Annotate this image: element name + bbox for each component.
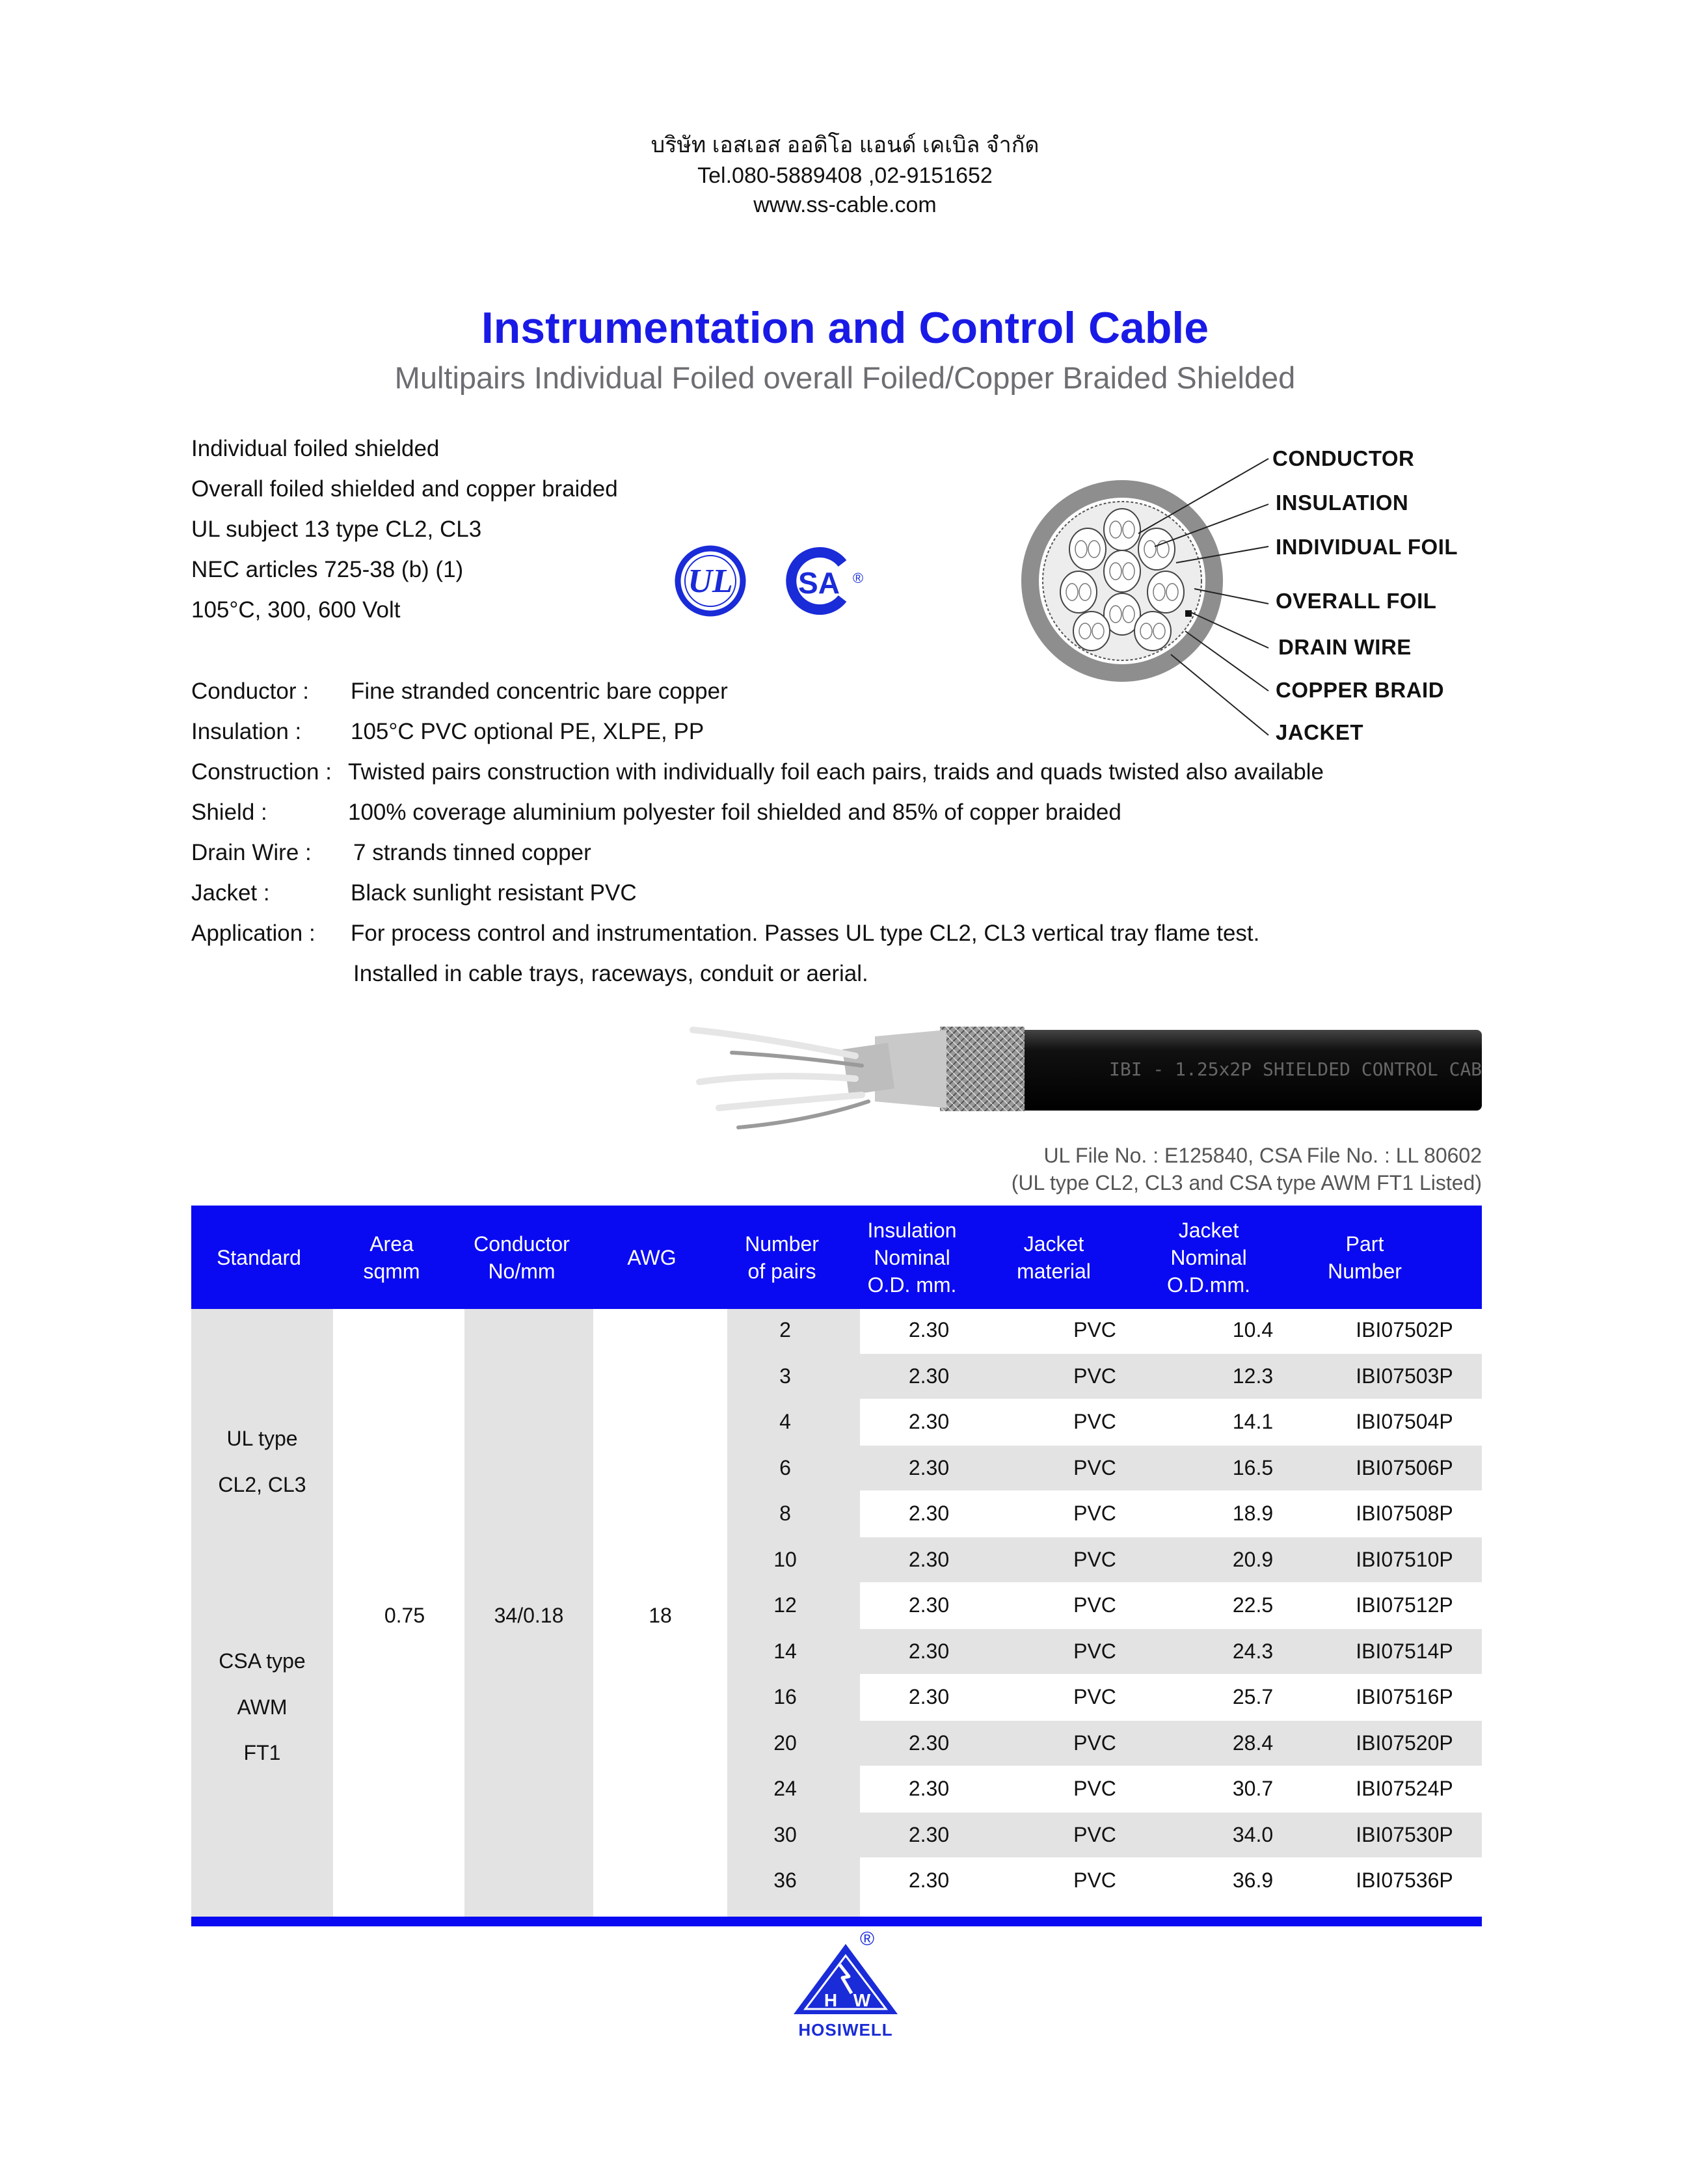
insulation-cell: 2.30 [908,1364,950,1388]
feature-item: NEC articles 725-38 (b) (1) [191,557,464,582]
spec-value: 7 strands tinned copper [353,840,591,865]
brand-registered-mark: ® [860,1928,875,1950]
insulation-cell: 2.30 [908,1410,950,1433]
diagram-label-jacket: JACKET [1276,720,1364,744]
spec-value: Twisted pairs construction with individually foil each pairs, traids and quads twisted also available [348,759,1324,785]
feature-item: UL subject 13 type CL2, CL3 [191,517,482,542]
svg-text:SA: SA [798,566,840,600]
pairs-cell: 36 [773,1868,797,1892]
part-number-cell: IBI07530P [1356,1823,1453,1846]
spec-value: Black sunlight resistant PVC [351,880,637,906]
pairs-cell: 12 [773,1593,797,1617]
spec-label: Application : [191,921,315,946]
pairs-cell: 2 [779,1318,791,1341]
jacket-material-cell: PVC [1073,1868,1116,1892]
standard-line: FT1 [243,1741,281,1764]
jacket-material-cell: PVC [1073,1823,1116,1846]
diagram-leader-lines [1015,449,1275,755]
brand-name: HOSIWELL [798,2020,893,2040]
insulation-cell: 2.30 [908,1685,950,1708]
jacket-od-cell: 12.3 [1232,1364,1274,1388]
standard-line: CSA type [219,1649,306,1673]
jacket-od-cell: 34.0 [1232,1823,1274,1846]
pairs-cell: 4 [779,1410,791,1433]
awg-value: 18 [649,1604,672,1627]
jacket-od-cell: 16.5 [1232,1456,1274,1479]
diagram-label-conductor: CONDUCTOR [1272,446,1415,470]
feature-item: Individual foiled shielded [191,436,440,461]
header-insulation: Insulation Nominal O.D. mm. [867,1218,957,1297]
pairs-cell: 14 [773,1639,797,1663]
svg-text:®: ® [852,570,864,586]
diagram-label-overall-foil: OVERALL FOIL [1276,589,1437,613]
jacket-material-cell: PVC [1073,1777,1116,1800]
diagram-label-copper-braid: COPPER BRAID [1276,678,1445,702]
jacket-material-cell: PVC [1073,1548,1116,1571]
diagram-label-drain-wire: DRAIN WIRE [1278,635,1412,659]
insulation-cell: 2.30 [908,1639,950,1663]
jacket-material-cell: PVC [1073,1502,1116,1525]
insulation-cell: 2.30 [908,1731,950,1755]
company-name: บริษัท เอสเอส ออดิโอ แอนด์ เคเบิล จำกัด [651,133,1039,157]
spec-value: Fine stranded concentric bare copper [351,679,728,704]
jacket-material-cell: PVC [1073,1731,1116,1755]
jacket-od-cell: 10.4 [1232,1318,1274,1341]
header-part-number: Part Number [1328,1232,1402,1283]
jacket-material-cell: PVC [1073,1456,1116,1479]
conductor-value: 34/0.18 [494,1604,564,1627]
area-value: 0.75 [384,1604,425,1627]
insulation-cell: 2.30 [908,1823,950,1846]
part-number-cell: IBI07524P [1356,1777,1453,1800]
csa-logo [783,545,867,617]
insulation-cell: 2.30 [908,1502,950,1525]
header-pairs: Number of pairs [745,1232,819,1283]
jacket-material-cell: PVC [1073,1593,1116,1617]
part-number-cell: IBI07503P [1356,1364,1453,1388]
diagram-label-individual-foil: INDIVIDUAL FOIL [1276,535,1458,559]
company-website[interactable]: www.ss-cable.com [753,193,937,217]
header-standard: Standard [217,1245,301,1269]
file-note-line2: (UL type CL2, CL3 and CSA type AWM FT1 Listed) [1011,1171,1482,1194]
standard-line: CL2, CL3 [218,1473,306,1496]
spec-label: Shield : [191,800,267,825]
standard-line: UL type [226,1427,298,1450]
part-number-cell: IBI07514P [1356,1639,1453,1663]
insulation-cell: 2.30 [908,1868,950,1892]
pairs-cell: 30 [773,1823,797,1846]
part-number-cell: IBI07502P [1356,1318,1453,1341]
spec-label: Construction : [191,759,332,785]
jacket-od-cell: 20.9 [1232,1548,1274,1571]
spec-label: Conductor : [191,679,309,704]
diagram-label-insulation: INSULATION [1276,491,1409,515]
pairs-cell: 10 [773,1548,797,1571]
insulation-cell: 2.30 [908,1777,950,1800]
jacket-od-cell: 30.7 [1232,1777,1274,1800]
page-subtitle: Multipairs Individual Foiled overall Foiled/Copper Braided Shielded [394,360,1296,395]
pairs-cell: 3 [779,1364,791,1388]
table-bottom-rule [191,1917,1482,1926]
standard-line: AWM [237,1695,288,1719]
jacket-material-cell: PVC [1073,1410,1116,1433]
header-conductor: Conductor No/mm [474,1232,570,1283]
spec-label: Insulation : [191,719,302,744]
feature-item: 105°C, 300, 600 Volt [191,597,401,623]
pairs-cell: 8 [779,1502,791,1525]
insulation-cell: 2.30 [908,1593,950,1617]
jacket-material-cell: PVC [1073,1364,1116,1388]
insulation-cell: 2.30 [908,1318,950,1341]
spec-value: 105°C PVC optional PE, XLPE, PP [351,719,704,744]
pairs-cell: 16 [773,1685,797,1708]
header-awg: AWG [627,1245,677,1269]
part-number-cell: IBI07516P [1356,1685,1453,1708]
pairs-cell: 6 [779,1456,791,1479]
table-header [191,1206,1482,1309]
jacket-od-cell: 14.1 [1232,1410,1274,1433]
pairs-cell: 20 [773,1731,797,1755]
header-jacket-od: Jacket Nominal O.D.mm. [1167,1218,1250,1297]
spec-value: 100% coverage aluminium polyester foil shielded and 85% of copper braided [348,800,1121,825]
jacket-od-cell: 22.5 [1232,1593,1274,1617]
part-number-cell: IBI07508P [1356,1502,1453,1525]
page-title: Instrumentation and Control Cable [481,303,1209,353]
part-number-cell: IBI07504P [1356,1410,1453,1433]
svg-text:H: H [824,1990,838,2010]
ul-logo [675,545,746,617]
svg-text:W: W [853,1990,871,2010]
jacket-od-cell: 24.3 [1232,1639,1274,1663]
part-number-cell: IBI07512P [1356,1593,1453,1617]
part-number-cell: IBI07510P [1356,1548,1453,1571]
pairs-cell: 24 [773,1777,797,1800]
jacket-material-cell: PVC [1073,1318,1116,1341]
jacket-material-cell: PVC [1073,1685,1116,1708]
jacket-material-cell: PVC [1073,1639,1116,1663]
spec-value: For process control and instrumentation. Passes UL type CL2, CL3 vertical tray flame test. [351,921,1260,946]
jacket-od-cell: 18.9 [1232,1502,1274,1525]
hosiwell-logo [784,1928,907,2047]
svg-text:UL: UL [688,563,733,600]
header-jacket-material: Jacket material [1017,1232,1091,1283]
company-phone: Tel.080-5889408 ,02-9151652 [697,163,993,188]
insulation-cell: 2.30 [908,1548,950,1571]
part-number-cell: IBI07536P [1356,1868,1453,1892]
insulation-cell: 2.30 [908,1456,950,1479]
spec-value: Installed in cable trays, raceways, conduit or aerial. [353,961,868,986]
spec-label: Jacket : [191,880,270,906]
jacket-od-cell: 36.9 [1232,1868,1274,1892]
file-note-line1: UL File No. : E125840, CSA File No. : LL 80602 [1043,1144,1482,1167]
jacket-od-cell: 25.7 [1232,1685,1274,1708]
svg-text:IBI - 1.25x2P SHIELDED CONTROL: IBI - 1.25x2P SHIELDED CONTROL CABLE [1109,1058,1482,1080]
part-number-cell: IBI07506P [1356,1456,1453,1479]
cable-photo [680,1010,1482,1149]
jacket-od-cell: 28.4 [1232,1731,1274,1755]
spec-label: Drain Wire : [191,840,312,865]
feature-item: Overall foiled shielded and copper braided [191,476,618,502]
part-number-cell: IBI07520P [1356,1731,1453,1755]
header-area: Area sqmm [363,1232,420,1283]
